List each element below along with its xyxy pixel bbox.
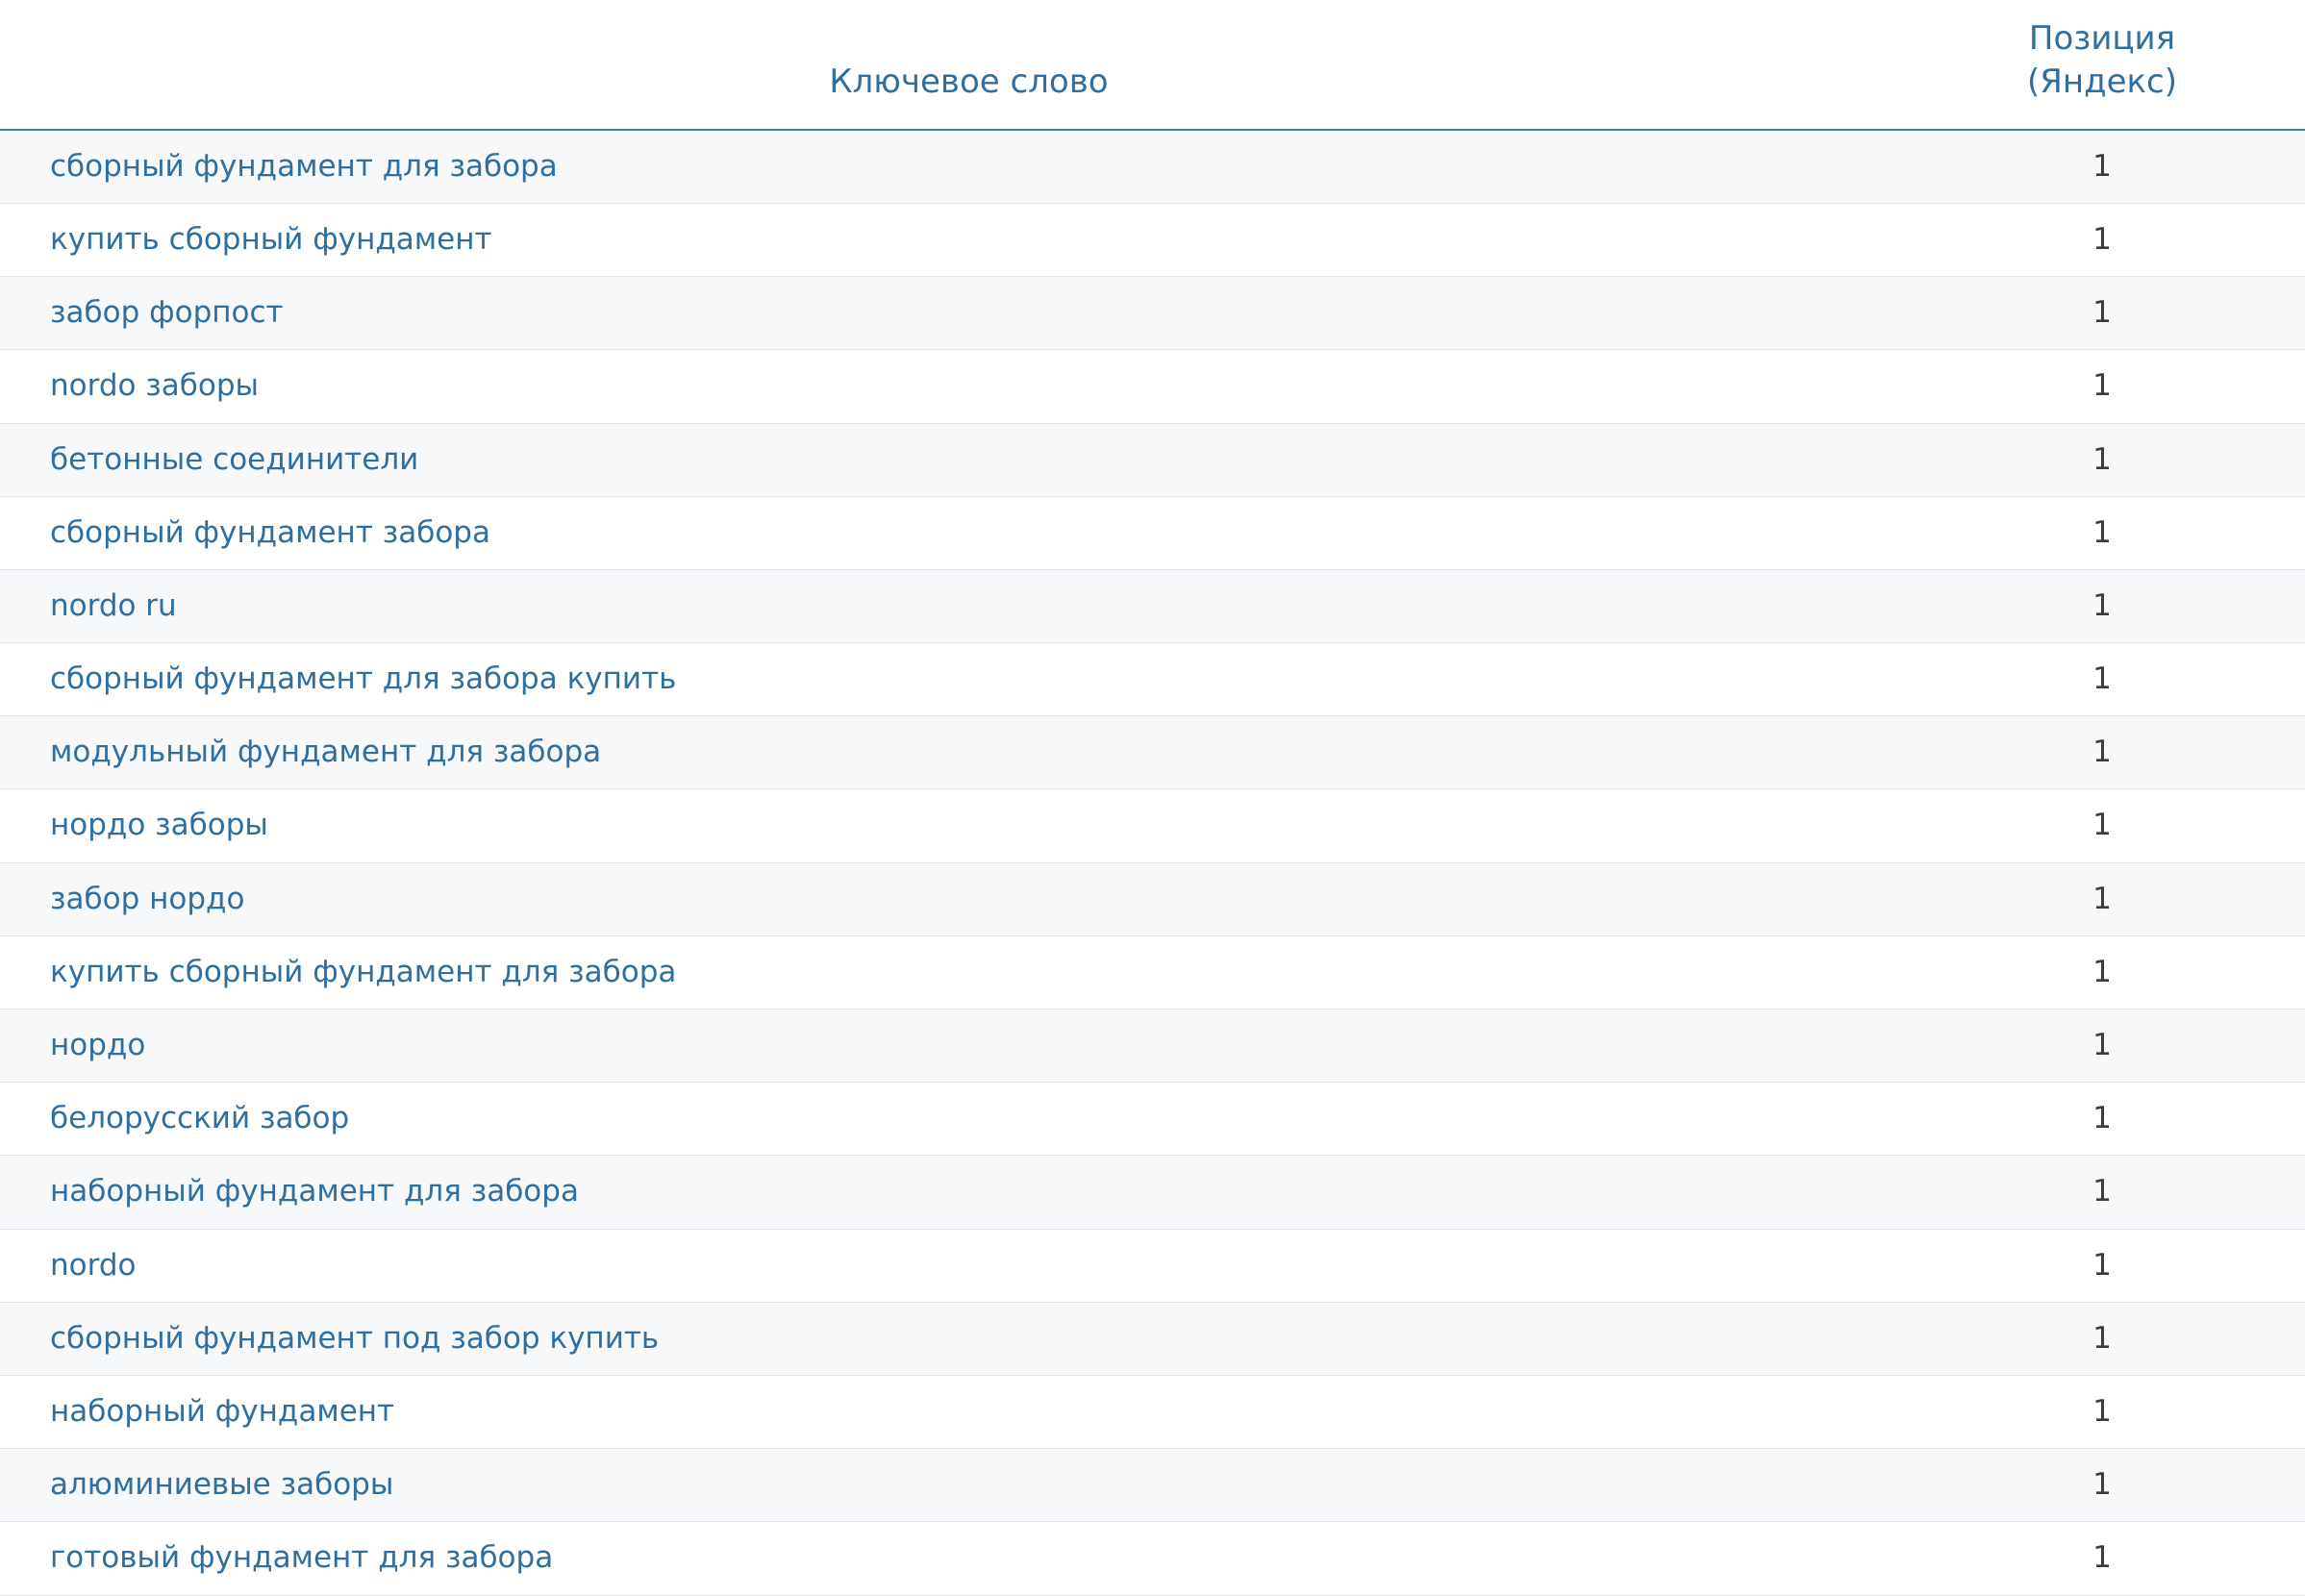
table-row [0, 130, 2305, 204]
keyword-cell[interactable]: алюминиевые заборы [0, 1449, 1899, 1522]
position-cell: 1 [1899, 130, 2305, 204]
table-header-row [0, 0, 2305, 130]
position-cell: 1 [1899, 277, 2305, 350]
keyword-cell[interactable]: модульный фундамент для забора [0, 716, 1899, 789]
table-body [0, 130, 2305, 1595]
keyword-cell[interactable]: купить сборный фундамент для забора [0, 935, 1899, 1009]
column-header-position-line2: (Яндекс) [2026, 62, 2178, 101]
position-cell: 1 [1899, 496, 2305, 569]
table-row [0, 1522, 2305, 1595]
keyword-cell[interactable]: сборный фундамент для забора [0, 130, 1899, 204]
keyword-cell[interactable]: купить сборный фундамент [0, 203, 1899, 276]
keyword-cell[interactable]: готовый фундамент для забора [0, 1522, 1899, 1595]
position-cell: 1 [1899, 1522, 2305, 1595]
keyword-cell[interactable]: нордо заборы [0, 789, 1899, 862]
table-row [0, 1010, 2305, 1083]
position-cell: 1 [1899, 862, 2305, 935]
keyword-cell[interactable]: бетонные соединители [0, 423, 1899, 496]
keyword-cell[interactable]: забор нордо [0, 862, 1899, 935]
column-header-position [1899, 0, 2305, 130]
position-cell: 1 [1899, 350, 2305, 423]
table-row [0, 203, 2305, 276]
table-row [0, 1449, 2305, 1522]
table-row [0, 496, 2305, 569]
table-row [0, 423, 2305, 496]
position-cell: 1 [1899, 1010, 2305, 1083]
position-cell: 1 [1899, 1156, 2305, 1229]
position-cell: 1 [1899, 203, 2305, 276]
keyword-cell[interactable]: сборный фундамент забора [0, 496, 1899, 569]
table-row [0, 1302, 2305, 1375]
table-row [0, 789, 2305, 862]
column-header-position-line1: Позиция [2028, 19, 2176, 58]
position-cell: 1 [1899, 569, 2305, 642]
position-cell: 1 [1899, 1302, 2305, 1375]
table-row [0, 277, 2305, 350]
table-row [0, 350, 2305, 423]
table-row [0, 716, 2305, 789]
position-cell: 1 [1899, 1229, 2305, 1302]
column-header-keyword: Ключевое слово [0, 0, 1899, 130]
keyword-cell[interactable]: нордо [0, 1010, 1899, 1083]
keyword-cell[interactable]: nordo [0, 1229, 1899, 1302]
keyword-cell[interactable]: сборный фундамент для забора купить [0, 643, 1899, 716]
position-cell: 1 [1899, 1449, 2305, 1522]
keyword-cell[interactable]: наборный фундамент [0, 1375, 1899, 1448]
position-cell: 1 [1899, 716, 2305, 789]
position-cell: 1 [1899, 935, 2305, 1009]
keyword-cell[interactable]: nordo ru [0, 569, 1899, 642]
keyword-cell[interactable]: забор форпост [0, 277, 1899, 350]
position-cell: 1 [1899, 643, 2305, 716]
keyword-cell[interactable]: белорусский забор [0, 1083, 1899, 1156]
table-row [0, 1229, 2305, 1302]
position-cell: 1 [1899, 1375, 2305, 1448]
table-row [0, 643, 2305, 716]
table-row [0, 1083, 2305, 1156]
position-cell: 1 [1899, 789, 2305, 862]
keyword-cell[interactable]: сборный фундамент под забор купить [0, 1302, 1899, 1375]
keyword-cell[interactable]: nordo заборы [0, 350, 1899, 423]
position-cell: 1 [1899, 1083, 2305, 1156]
table-row [0, 935, 2305, 1009]
table-row [0, 1375, 2305, 1448]
keyword-cell[interactable]: наборный фундамент для забора [0, 1156, 1899, 1229]
table-row [0, 1156, 2305, 1229]
table-row [0, 862, 2305, 935]
table-head [0, 0, 2305, 130]
position-cell: 1 [1899, 423, 2305, 496]
table-row [0, 569, 2305, 642]
